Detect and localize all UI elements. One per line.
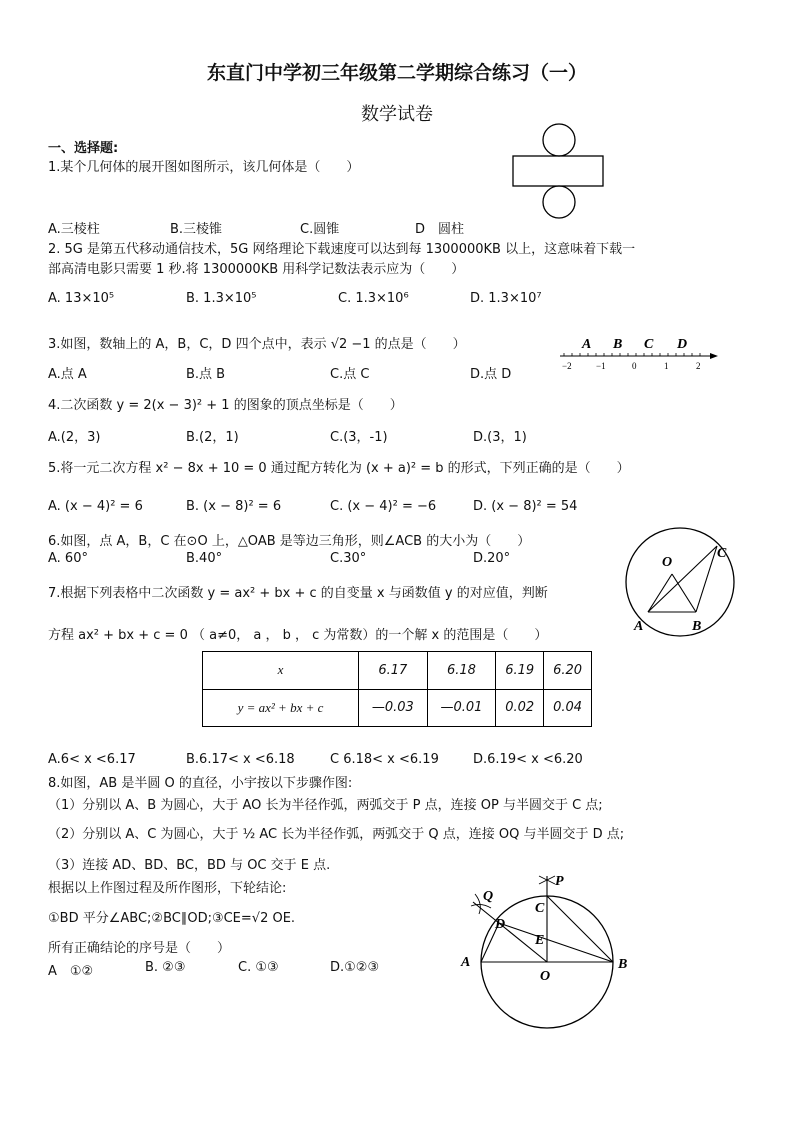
- q8-step-1: （1）分别以 A、B 为圆心，大于 AO 长为半径作弧，两弧交于 P 点，连接 OP 与半圆交于 C 点;: [48, 798, 603, 813]
- question-5-stem: 5.将一元二次方程 x² − 8x + 10 = 0 通过配方转化为 (x + a)² = b 的形式，下列正确的是（ ）: [48, 461, 630, 476]
- question-6-stem: 6.如图，点 A，B，C 在⊙O 上，△OAB 是等边三角形，则∠ACB 的大小为（ ）: [48, 534, 531, 549]
- q8-option-c[interactable]: C. ①③: [238, 960, 279, 975]
- table-cell: 0.02: [496, 689, 544, 727]
- question-8-stem: 8.如图，AB 是半圆 O 的直径，小宇按以下步骤作图:: [48, 776, 353, 791]
- q8-label-p: P: [555, 874, 564, 889]
- q7-option-a[interactable]: A.6< x <6.17: [48, 752, 136, 767]
- q7-value-table: [202, 651, 592, 727]
- question-1-stem: 1.某个几何体的展开图如图所示，该几何体是（ ）: [48, 160, 360, 175]
- section-heading: 一、选择题:: [48, 141, 119, 156]
- q3-option-a[interactable]: A.点 A: [48, 367, 87, 382]
- table-cell: 6.17: [359, 652, 428, 690]
- q3-number-line: [560, 332, 720, 376]
- nl-tick-label: −2: [562, 361, 572, 371]
- nl-point-d: D: [677, 337, 688, 352]
- q2-option-a[interactable]: A. 13×10⁵: [48, 291, 115, 306]
- question-3-stem: 3.如图，数轴上的 A，B，C，D 四个点中，表示 √2 −1 的点是（ ）: [48, 337, 466, 352]
- q8-label-q: Q: [483, 889, 494, 904]
- q8-label-o: O: [540, 969, 551, 984]
- q6-option-c[interactable]: C.30°: [330, 551, 367, 566]
- q5-option-c[interactable]: C. (x − 4)² = −6: [330, 499, 437, 514]
- table-row: [203, 652, 592, 690]
- q8-label-e: E: [535, 933, 545, 948]
- nl-tick-label: 1: [664, 361, 669, 371]
- q8-label-a: A: [461, 955, 471, 970]
- nl-point-b: B: [613, 337, 623, 352]
- q5-option-a[interactable]: A. (x − 4)² = 6: [48, 499, 143, 514]
- nl-tick-label: −1: [596, 361, 606, 371]
- nl-point-c: C: [644, 337, 654, 352]
- q8-option-b[interactable]: B. ②③: [145, 960, 186, 975]
- q2-option-d[interactable]: D. 1.3×10⁷: [470, 291, 542, 306]
- q4-option-d[interactable]: D.(3，1): [473, 430, 527, 445]
- table-cell: —0.03: [359, 689, 428, 727]
- q6-option-b[interactable]: B.40°: [186, 551, 223, 566]
- table-cell: —0.01: [427, 689, 496, 727]
- question-7-line-1: 7.根据下列表格中二次函数 y = ax² + bx + c 的自变量 x 与函数值 y 的对应值，判断: [48, 586, 548, 601]
- nl-tick-label: 2: [696, 361, 701, 371]
- nl-tick-label: 0: [632, 361, 637, 371]
- q6-circle-figure: [622, 530, 742, 640]
- q8-step-2: （2）分别以 A、C 为圆心，大于 ½ AC 长为半径作弧，两弧交于 Q 点，连接 OQ 与半圆交于 D 点;: [48, 827, 625, 842]
- table-row: [203, 689, 592, 727]
- q6-option-d[interactable]: D.20°: [473, 551, 511, 566]
- q5-option-b[interactable]: B. (x − 8)² = 6: [186, 499, 282, 514]
- q8-semicircle-figure: [455, 862, 645, 1032]
- question-2-line-2: 部高清电影只需要 1 秒.将 1300000KB 用科学记数法表示应为（ ）: [48, 262, 465, 277]
- q7-option-d[interactable]: D.6.19< x <6.20: [473, 752, 583, 767]
- q6-label-c: C: [717, 546, 727, 561]
- q6-label-o: O: [662, 555, 673, 570]
- table-cell: 6.20: [544, 652, 592, 690]
- q5-option-d[interactable]: D. (x − 8)² = 54: [473, 499, 578, 514]
- question-7-line-2: 方程 ax² + bx + c = 0 （ a≠0， a ， b ， c 为常数）的一个解 x 的范围是（ ）: [48, 628, 548, 643]
- q3-option-b[interactable]: B.点 B: [186, 367, 226, 382]
- q1-option-d[interactable]: D 圆柱: [415, 222, 465, 237]
- page-title: 东直门中学初三年级第二学期综合练习（一）: [206, 62, 587, 84]
- q6-option-a[interactable]: A. 60°: [48, 551, 88, 566]
- q3-option-c[interactable]: C.点 C: [330, 367, 370, 382]
- q7-option-b[interactable]: B.6.17< x <6.18: [186, 752, 295, 767]
- q8-ask: 所有正确结论的序号是（ ）: [48, 941, 231, 956]
- q1-option-a[interactable]: A.三棱柱: [48, 222, 100, 237]
- question-4-stem: 4.二次函数 y = 2(x − 3)² + 1 的图象的顶点坐标是（ ）: [48, 398, 403, 413]
- table-cell: 6.19: [496, 652, 544, 690]
- question-2-line-1: 2. 5G 是第五代移动通信技术，5G 网络理论下载速度可以达到每 1300000KB 以上，这意味着下载一: [48, 242, 636, 257]
- q4-option-a[interactable]: A.(2，3): [48, 430, 101, 445]
- q8-label-b: B: [618, 957, 628, 972]
- q7-option-c[interactable]: C 6.18< x <6.19: [330, 752, 439, 767]
- q1-option-b[interactable]: B.三棱锥: [170, 222, 223, 237]
- table-cell: 6.18: [427, 652, 496, 690]
- q4-option-b[interactable]: B.(2，1): [186, 430, 239, 445]
- q8-conclusion-intro: 根据以上作图过程及所作图形，下轮结论:: [48, 881, 287, 896]
- table-header-cell: y = ax² + bx + c: [203, 689, 359, 727]
- q8-label-c: C: [535, 901, 545, 916]
- nl-point-a: A: [582, 337, 592, 352]
- q6-label-a: A: [634, 619, 644, 634]
- table-header-cell: x: [203, 652, 359, 690]
- q2-option-c[interactable]: C. 1.3×10⁶: [338, 291, 409, 306]
- page-subtitle: 数学试卷: [361, 104, 433, 125]
- q3-option-d[interactable]: D.点 D: [470, 367, 512, 382]
- q8-conclusions: ①BD 平分∠ABC;②BC∥OD;③CE=√2 OE.: [48, 911, 296, 926]
- q8-option-a[interactable]: A ①②: [48, 964, 94, 979]
- q1-option-c[interactable]: C.圆锥: [300, 222, 340, 237]
- q8-option-d[interactable]: D.①②③: [330, 960, 380, 975]
- q6-label-b: B: [692, 619, 702, 634]
- q2-option-b[interactable]: B. 1.3×10⁵: [186, 291, 257, 306]
- q8-label-d: D: [495, 917, 506, 932]
- q4-option-c[interactable]: C.(3，-1): [330, 430, 388, 445]
- table-cell: 0.04: [544, 689, 592, 727]
- q1-net-figure: [512, 124, 602, 220]
- q8-step-3: （3）连接 AD、BD、BC，BD 与 OC 交于 E 点.: [48, 858, 331, 873]
